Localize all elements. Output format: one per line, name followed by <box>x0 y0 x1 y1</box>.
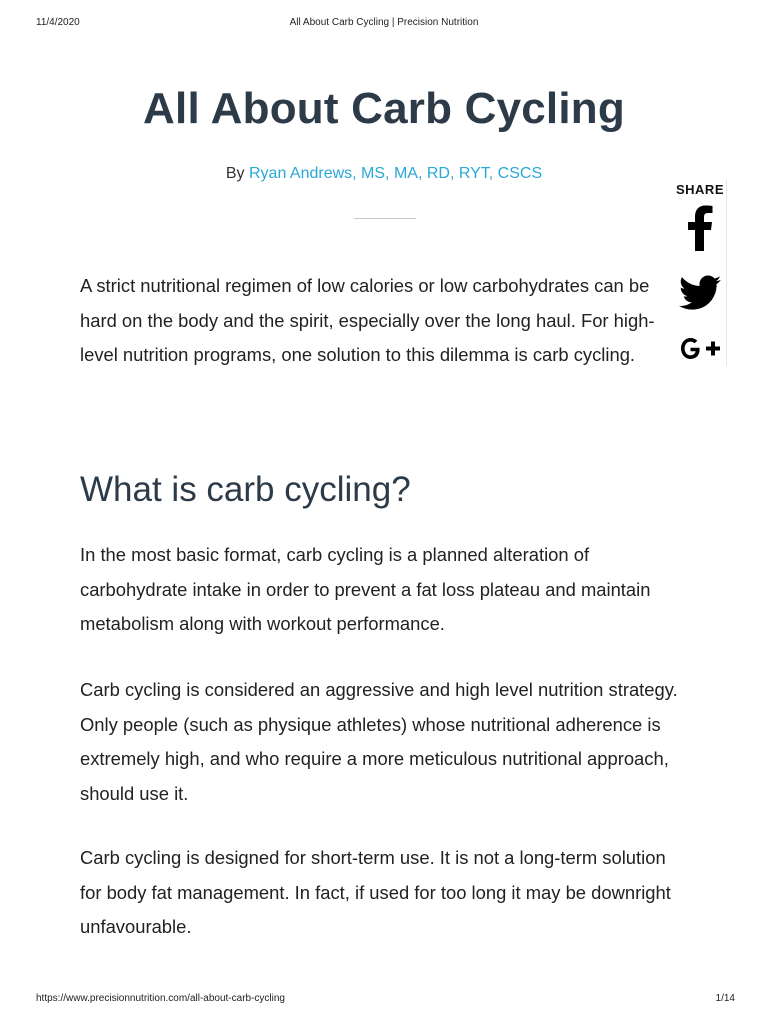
print-date: 11/4/2020 <box>36 17 80 28</box>
byline-prefix: By <box>225 165 245 182</box>
section-heading: What is carb cycling? <box>80 470 411 509</box>
article-title: All About Carb Cycling <box>143 84 625 133</box>
body-paragraph: In the most basic format, carb cycling is a planned alteration of carbohydrate intake in order to prevent a fat loss plateau and maintain metabolism along with workout performance. <box>80 544 651 634</box>
page-number: 1/14 <box>715 993 735 1004</box>
print-header <box>0 17 768 31</box>
title-divider <box>354 218 416 219</box>
author-link[interactable]: Ryan Andrews, MS, MA, RD, RYT, CSCS <box>249 165 543 182</box>
share-label: SHARE <box>675 182 724 197</box>
body-paragraph: Carb cycling is considered an aggressive and high level nutrition strategy. Only people (such as physique athletes) whose nutritional adherence is extremely high, and who require a more meticulous nutritional approach, should use it. <box>80 679 678 804</box>
facebook-icon <box>687 205 713 251</box>
body-paragraph: Carb cycling is designed for short-term use. It is not a long-term solution for body fat management. In fact, if used for too long it may be downright unfavourable. <box>80 847 671 937</box>
print-document-title: All About Carb Cycling | Precision Nutrition <box>289 17 479 28</box>
byline <box>0 165 768 183</box>
share-facebook-button[interactable] <box>675 202 725 254</box>
print-url: https://www.precisionnutrition.com/all-about-carb-cycling <box>36 993 285 1004</box>
intro-paragraph: A strict nutritional regimen of low calories or low carbohydrates can be hard on the body and the spirit, especially over the long haul. For high-level nutrition programs, one solution to this dilemma is carb cycling. <box>80 275 655 365</box>
